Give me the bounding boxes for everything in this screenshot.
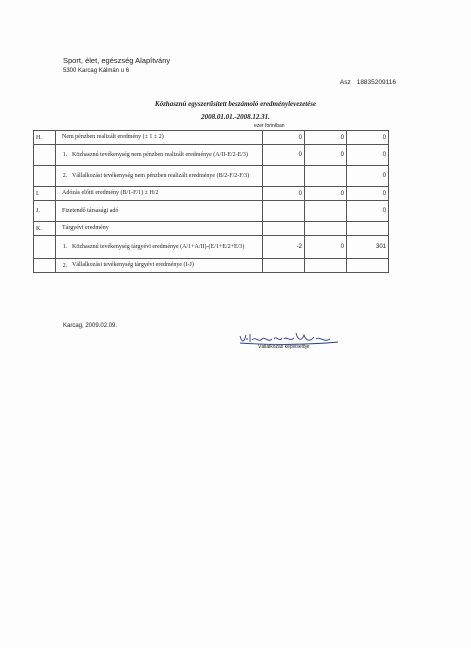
row-description: Nem pénzben realizált eredmény (± 1 ± 2) [62,134,164,140]
table-row [34,236,389,259]
row-value-v2: 0 [305,145,347,166]
table-row [34,259,389,273]
table-row [34,201,389,222]
row-description: Közhasznú tevékenység tárgyévi eredménye (A/1+A/II)-(E/1+E/2+E/3) [72,243,245,250]
place-and-date: Karcag, 2009.02.09. [63,323,118,329]
row-code [34,145,56,166]
unit-label: ezer forintban [254,123,285,129]
row-description-cell [56,187,263,201]
row-description: Fizetendő társasági adó [62,207,119,214]
row-description: Tárgyévi eredmény [62,225,109,231]
row-code: K. [34,222,56,236]
row-value-v2 [305,259,347,273]
row-description-cell [56,222,263,236]
row-code [34,259,56,273]
row-value-v3 [347,259,389,273]
row-value-v1: 0 [263,131,305,145]
organization-block [63,56,170,76]
report-period: 2008.01.01.-2008.12.31. [201,113,270,121]
asz-label: Asz [339,79,351,86]
row-value-v1 [263,166,305,187]
row-description-cell [56,259,263,273]
result-table [33,130,389,273]
row-value-v2 [305,201,347,222]
row-code: J. [34,201,56,222]
asz-number [340,79,396,86]
row-value-v2 [305,222,347,236]
row-value-v1 [263,201,305,222]
row-code: I. [34,187,56,201]
organization-name: Sport, élet, egészség Alapítvány [63,56,171,65]
row-description-cell [56,201,263,222]
row-value-v1: 0 [263,187,305,201]
row-description: Adózás előtti eredmény (B/1-F/1) ± H/2 [62,190,159,196]
row-value-v1: 0 [263,145,305,166]
row-sub-number: 1. [62,152,68,158]
row-description-cell [56,131,263,145]
row-sub-number: 2. [62,173,68,179]
row-sub-number: 2. [62,262,68,269]
row-value-v1 [263,259,305,273]
row-description: Vállalkozási tevékenység tárgyévi eredménye (I-J) [72,262,194,268]
row-description: Közhasznú tevékenység nem pénzben realizált eredménye (A/II-E/2-E/3) [72,151,248,158]
row-value-v2: 0 [305,236,347,259]
row-value-v3: 0 [347,201,389,222]
row-value-v3: 0 [347,166,389,187]
row-description: Vállalkozási tevékenység nem pénzben realizált eredménye (B/2-F/2-F/3) [72,172,250,179]
row-value-v3: 301 [347,236,389,259]
row-description-cell [56,145,263,166]
table-row [34,145,389,166]
row-value-v1 [263,222,305,236]
report-title: Közhasznú egyszerűsített beszámoló eredménylevezetése [154,100,317,108]
row-code [34,236,56,259]
row-value-v3: 0 [347,145,389,166]
asz-value: 18835209116 [356,79,396,86]
row-code: H. [34,131,56,145]
row-value-v2 [305,166,347,187]
row-description-cell [56,236,263,259]
row-value-v1: -2 [263,236,305,259]
row-description-cell [56,166,263,187]
row-value-v3: 0 [347,131,389,145]
table-row [34,222,389,236]
table-row [34,166,389,187]
row-value-v3 [347,222,389,236]
row-sub-number: 1. [62,244,68,250]
organization-address: 5300 Karcag Kálmán u 6 [63,68,130,74]
table-row [34,187,389,201]
row-value-v2: 0 [305,187,347,201]
row-value-v2: 0 [305,131,347,145]
signature-label: Vállalkozás képviselője [258,344,310,350]
row-value-v3: 0 [347,187,389,201]
row-code [34,166,56,187]
table-row [34,131,389,145]
